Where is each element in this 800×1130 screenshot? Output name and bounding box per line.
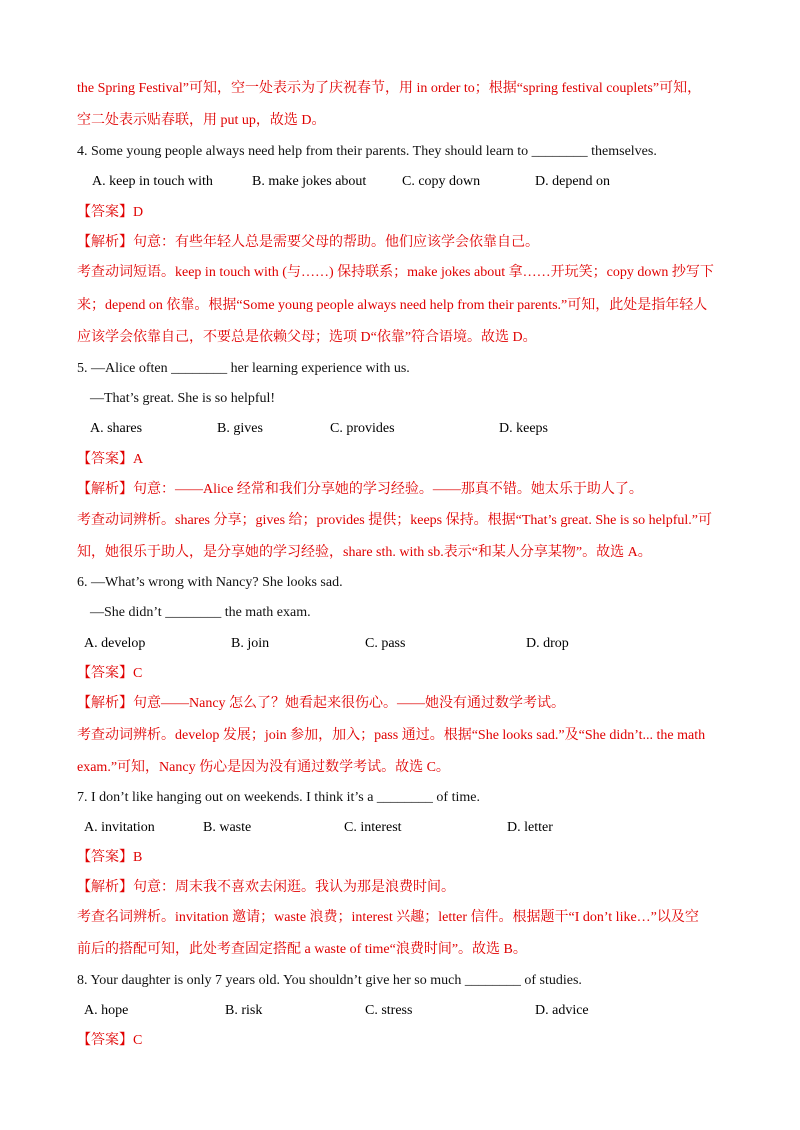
option-d: D. letter <box>507 820 553 835</box>
answer-label: 【答案】 <box>77 666 133 681</box>
analysis-4-line-1 <box>77 234 539 252</box>
answer-5 <box>77 451 143 469</box>
analysis-6-line-3: exam.”可知，Nancy 伤心是因为没有通过数学考试。故选 C。 <box>77 760 450 775</box>
analysis-text: 句意：周末我不喜欢去闲逛。我认为那是浪费时间。 <box>133 880 455 895</box>
answer-label: 【答案】 <box>77 1033 133 1048</box>
intro-line-1: the Spring Festival”可知，空一处表示为了庆祝春节，用 in order to；根据“spring festival couplets”可知， <box>77 81 702 96</box>
option-b: B. waste <box>203 820 252 835</box>
option-b: B. gives <box>217 421 263 436</box>
answer-value: B <box>133 850 143 865</box>
question-8-stem: 8. Your daughter is only 7 years old. You shouldn’t give her so much ________ of studies. <box>77 973 582 988</box>
option-b: B. join <box>231 636 270 651</box>
question-4-options <box>0 173 800 191</box>
option-d: D. keeps <box>499 421 548 436</box>
answer-6 <box>77 665 142 683</box>
answer-4 <box>77 204 143 222</box>
answer-value: C <box>133 666 143 681</box>
analysis-6-line-2: 考查动词辨析。develop 发展；join 参加，加入；pass 通过。根据“She looks sad.”及“She didn’t... the math <box>77 728 706 743</box>
question-5-options <box>0 420 800 438</box>
option-a: A. keep in touch with <box>92 174 213 189</box>
option-d: D. advice <box>535 1003 589 1018</box>
answer-value: C <box>133 1033 143 1048</box>
question-6-options <box>0 635 800 653</box>
question-7-options <box>0 819 800 837</box>
analysis-label: 【解析】 <box>77 482 133 497</box>
analysis-6-line-1 <box>77 695 565 713</box>
analysis-label: 【解析】 <box>77 696 133 711</box>
answer-label: 【答案】 <box>77 452 133 467</box>
analysis-text: 句意：——Alice 经常和我们分享她的学习经验。——那真不错。她太乐于助人了。 <box>133 482 643 497</box>
option-c: C. pass <box>365 636 406 651</box>
option-a: A. develop <box>84 636 146 651</box>
analysis-label: 【解析】 <box>77 235 133 250</box>
option-a: A. hope <box>84 1003 129 1018</box>
option-c: C. provides <box>330 421 395 436</box>
analysis-5-line-1 <box>77 481 643 499</box>
analysis-7-line-2: 考查名词辨析。invitation 邀请；waste 浪费；interest 兴趣；letter 信件。根据题干“I don’t like…”以及空 <box>77 910 699 925</box>
answer-value: A <box>133 452 144 467</box>
analysis-text: 句意——Nancy 怎么了？她看起来很伤心。——她没有通过数学考试。 <box>133 696 566 711</box>
analysis-label: 【解析】 <box>77 880 133 895</box>
analysis-5-line-2: 考查动词辨析。shares 分享；gives 给；provides 提供；keeps 保持。根据“That’s great. She is so helpful.”可 <box>77 513 712 528</box>
question-8-options <box>0 1002 800 1020</box>
option-a: A. invitation <box>84 820 155 835</box>
option-c: C. stress <box>365 1003 413 1018</box>
answer-value: D <box>133 205 144 220</box>
question-6-stem: 6. —What’s wrong with Nancy? She looks sad. <box>77 575 343 590</box>
analysis-4-line-4: 应该学会依靠自己，不要总是依赖父母；选项 D“依靠”符合语境。故选 D。 <box>77 330 537 345</box>
option-c: C. copy down <box>402 174 481 189</box>
answer-label: 【答案】 <box>77 205 133 220</box>
question-6-reply: —She didn’t ________ the math exam. <box>90 605 311 620</box>
option-b: B. make jokes about <box>252 174 367 189</box>
option-b: B. risk <box>225 1003 263 1018</box>
analysis-7-line-1 <box>77 879 455 897</box>
analysis-5-line-3: 知，她很乐于助人，是分享她的学习经验，share sth. with sb.表示“和某人分享某物”。故选 A。 <box>77 545 652 560</box>
answer-7 <box>77 849 142 867</box>
option-d: D. drop <box>526 636 569 651</box>
answer-8 <box>77 1032 142 1050</box>
option-c: C. interest <box>344 820 402 835</box>
question-4-stem: 4. Some young people always need help from their parents. They should learn to ________ themselves. <box>77 144 657 159</box>
analysis-4-line-3: 来；depend on 依靠。根据“Some young people always need help from their parents.”可知，此处是指年轻人 <box>77 298 708 313</box>
question-5-stem: 5. —Alice often ________ her learning experience with us. <box>77 361 410 376</box>
answer-label: 【答案】 <box>77 850 133 865</box>
analysis-7-line-3: 前后的搭配可知，此处考查固定搭配 a waste of time“浪费时间”。故选 B。 <box>77 942 527 957</box>
analysis-text: 句意：有些年轻人总是需要父母的帮助。他们应该学会依靠自己。 <box>133 235 539 250</box>
option-d: D. depend on <box>535 174 611 189</box>
analysis-4-line-2: 考查动词短语。keep in touch with (与……) 保持联系；make jokes about 拿……开玩笑；copy down 抄写下 <box>77 265 714 280</box>
question-7-stem: 7. I don’t like hanging out on weekends. I think it’s a ________ of time. <box>77 790 480 805</box>
intro-line-2: 空二处表示贴春联，用 put up，故选 D。 <box>77 113 326 128</box>
question-5-reply: —That’s great. She is so helpful! <box>90 391 276 406</box>
option-a: A. shares <box>90 421 143 436</box>
